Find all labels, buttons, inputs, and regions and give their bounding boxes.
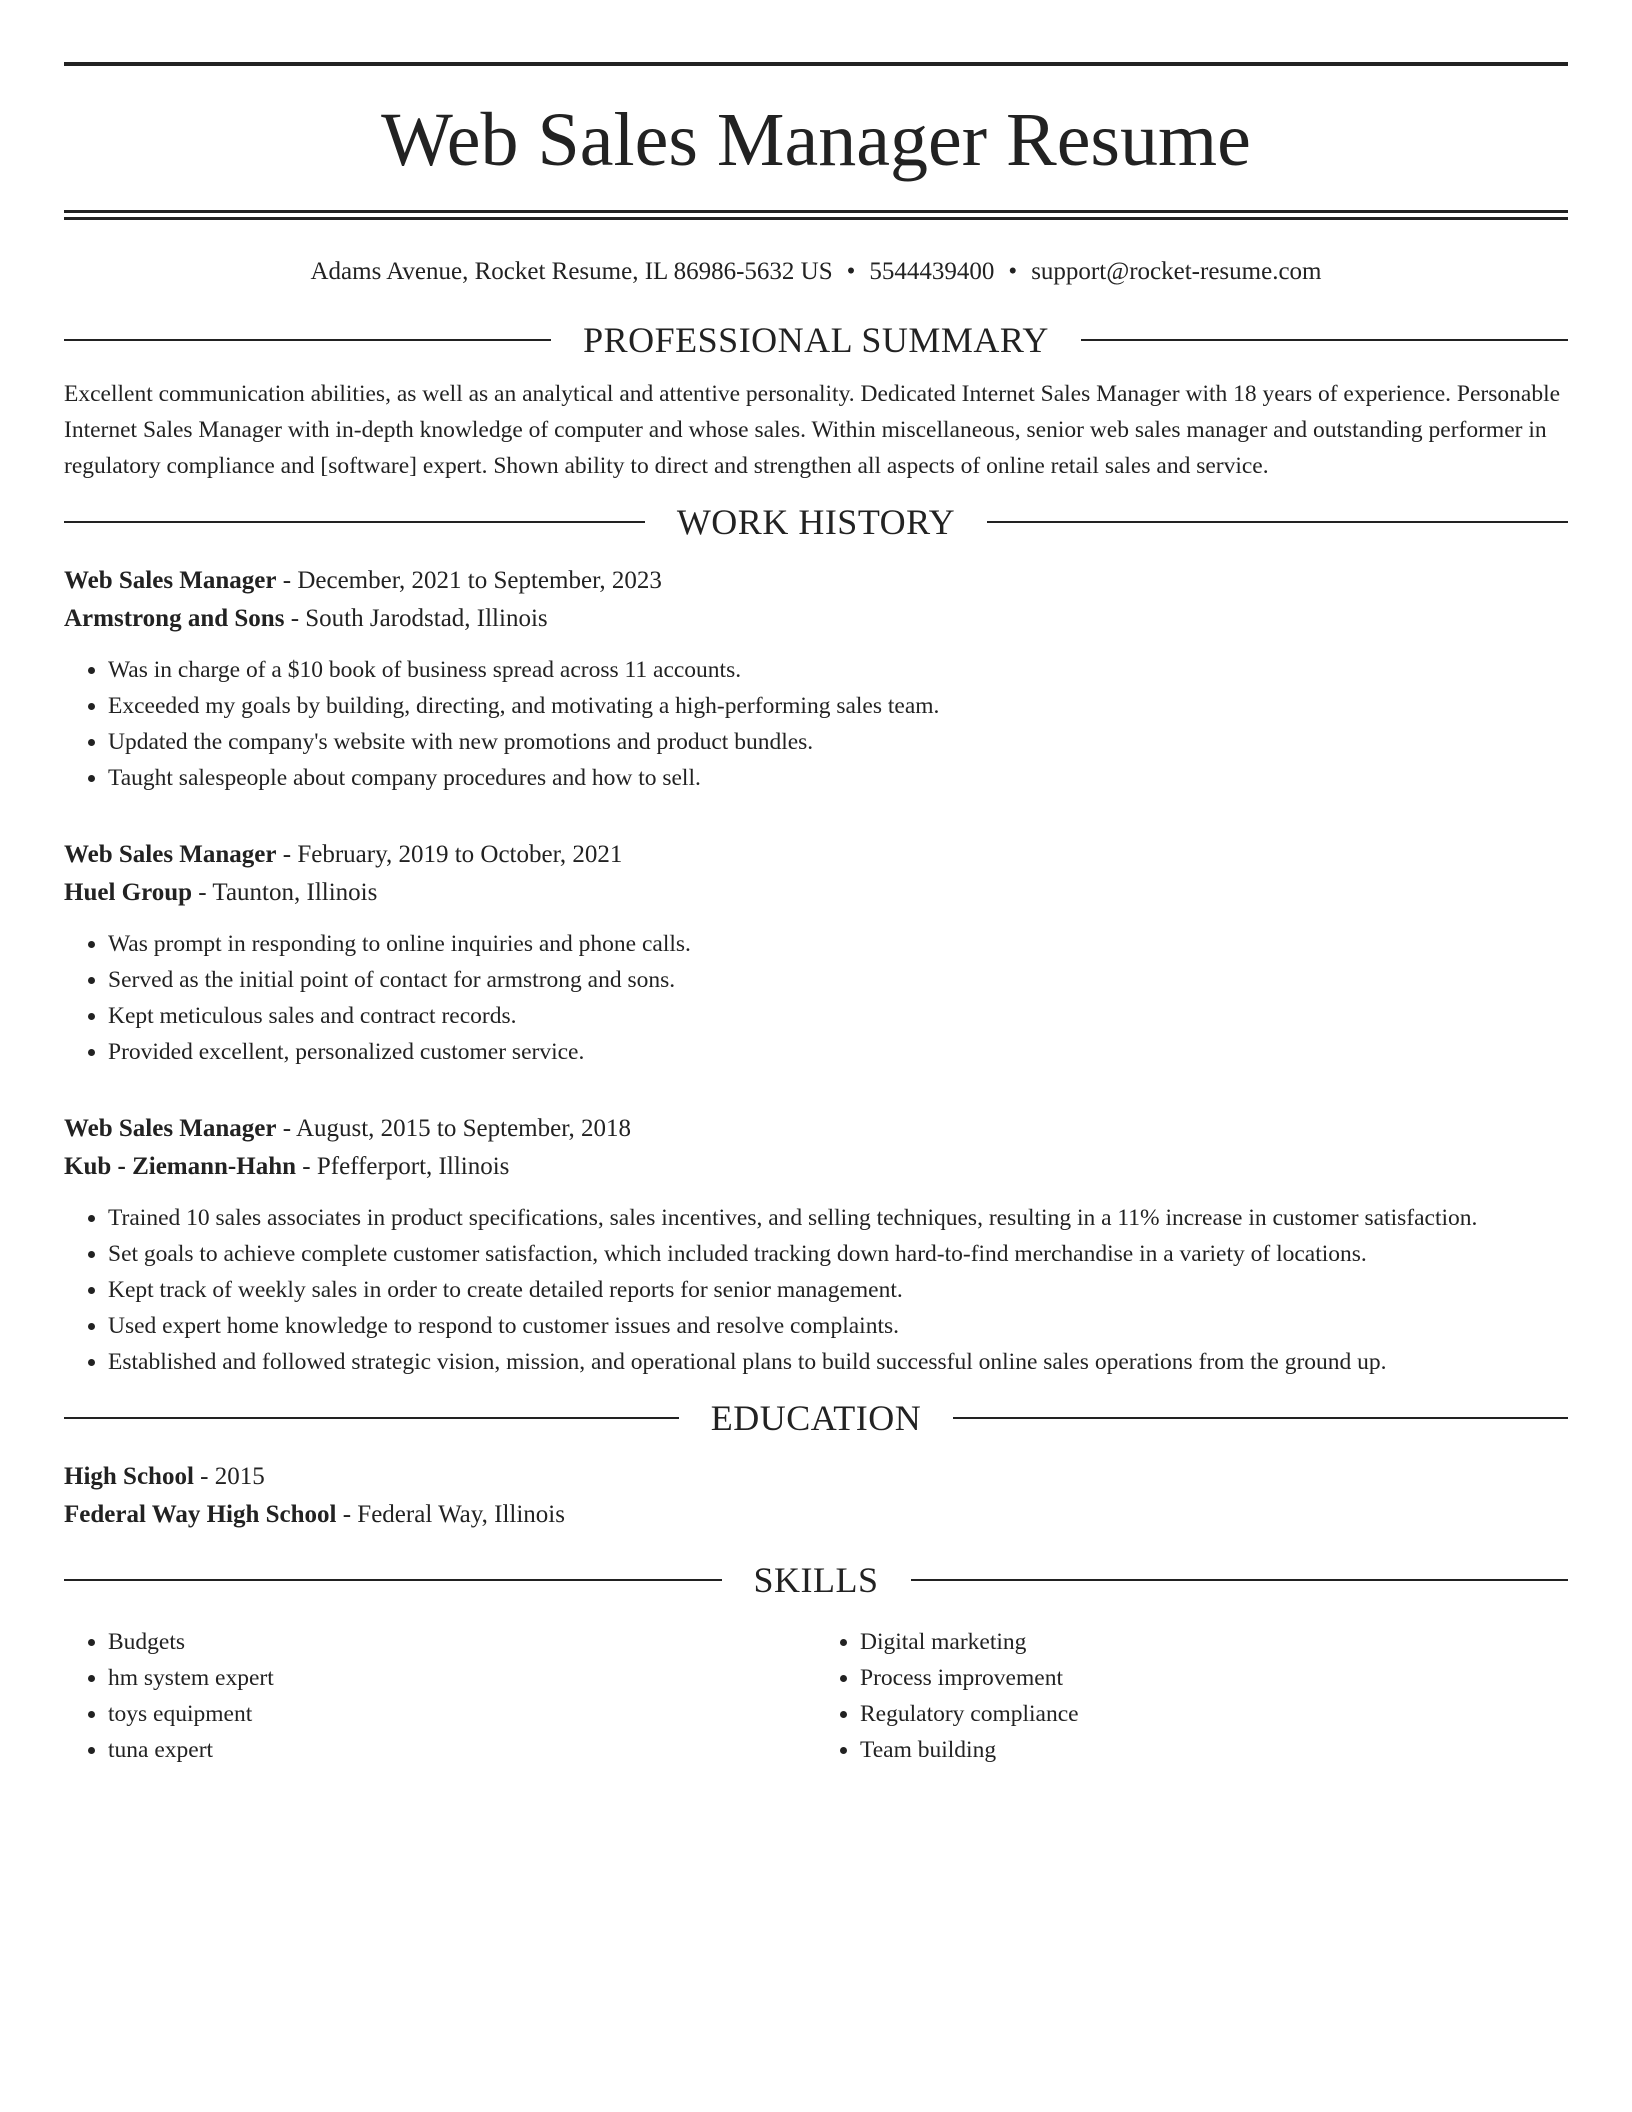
section-rule xyxy=(911,1579,1569,1581)
contact-line xyxy=(64,256,1568,288)
section-header-skills xyxy=(64,1558,1568,1602)
list-item: • Team building xyxy=(860,1732,1568,1768)
section-header-education xyxy=(64,1396,1568,1440)
job-company-line xyxy=(64,874,1568,912)
job-company-line xyxy=(64,600,1568,638)
job-entry xyxy=(64,1110,1568,1380)
skills-columns xyxy=(64,1624,1568,1768)
list-item: • tuna expert xyxy=(108,1732,816,1768)
list-item: • toys equipment xyxy=(108,1696,816,1732)
education-school: Federal Way High School xyxy=(64,1501,337,1528)
job-company-line xyxy=(64,1148,1568,1186)
section-rule xyxy=(64,1579,722,1581)
job-entry xyxy=(64,836,1568,1070)
job-title-line xyxy=(64,1110,1568,1148)
education-year: - 2015 xyxy=(193,1463,265,1490)
list-item: • Digital marketing xyxy=(860,1624,1568,1660)
job-title: Web Sales Manager xyxy=(64,1115,277,1142)
job-company: Kub - Ziemann-Hahn xyxy=(64,1153,297,1180)
section-title-summary: PROFESSIONAL SUMMARY xyxy=(583,320,1049,360)
job-company: Armstrong and Sons xyxy=(64,605,285,632)
list-item: • hm system expert xyxy=(108,1660,816,1696)
job-dates: - February, 2019 to October, 2021 xyxy=(276,841,623,868)
job-bullets xyxy=(64,652,1568,796)
section-header-work xyxy=(64,500,1568,544)
education-location: - Federal Way, Illinois xyxy=(336,1501,565,1528)
section-header-summary xyxy=(64,318,1568,362)
contact-phone: 5544439400 xyxy=(869,258,995,285)
section-rule xyxy=(64,1417,679,1419)
education-school-line xyxy=(64,1496,1568,1534)
list-item: • Budgets xyxy=(108,1624,816,1660)
list-item: • Updated the company's website with new promotions and product bundles. xyxy=(108,724,1568,760)
skills-list-left xyxy=(64,1624,816,1768)
contact-separator: • xyxy=(1008,258,1018,285)
education-degree-line xyxy=(64,1458,1568,1496)
job-company: Huel Group xyxy=(64,879,193,906)
section-rule xyxy=(953,1417,1568,1419)
education-degree: High School xyxy=(64,1463,194,1490)
job-title-line xyxy=(64,836,1568,874)
top-rule xyxy=(64,62,1568,66)
job-dates: - August, 2015 to September, 2018 xyxy=(276,1115,632,1142)
section-title-work: WORK HISTORY xyxy=(676,502,956,542)
list-item: • Established and followed strategic vision, mission, and operational plans to build successful online sales operations from the ground up. xyxy=(108,1344,1568,1380)
list-item: • Process improvement xyxy=(860,1660,1568,1696)
list-item: • Was prompt in responding to online inquiries and phone calls. xyxy=(108,926,1568,962)
list-item: • Taught salespeople about company procedures and how to sell. xyxy=(108,760,1568,796)
section-rule xyxy=(1081,339,1568,341)
list-item: • Served as the initial point of contact for armstrong and sons. xyxy=(108,962,1568,998)
section-rule xyxy=(64,521,645,523)
contact-address: Adams Avenue, Rocket Resume, IL 86986-5632 US xyxy=(310,258,833,285)
section-title-education: EDUCATION xyxy=(710,1398,922,1438)
section-rule xyxy=(64,339,551,341)
summary-text: Excellent communication abilities, as well as an analytical and attentive personality. Dedicated Internet Sales Manager with 18 years of experience. Personable Internet Sales Manager with in-depth knowledge of computer and whose sales. Within miscellaneous, senior web sales manager and outstanding performer in regulatory compliance and [software] expert. Shown ability to direct and strengthen all aspects of online retail sales and service. xyxy=(64,381,1561,479)
job-bullets xyxy=(64,926,1568,1070)
job-bullets xyxy=(64,1200,1568,1380)
job-title: Web Sales Manager xyxy=(64,567,277,594)
contact-email: support@rocket-resume.com xyxy=(1031,258,1322,285)
job-location: - South Jarodstad, Illinois xyxy=(284,605,548,632)
education-entry xyxy=(64,1458,1568,1534)
job-location: - Taunton, Illinois xyxy=(192,879,378,906)
skills-list-right xyxy=(816,1624,1568,1768)
section-title-skills: SKILLS xyxy=(753,1560,879,1600)
list-item: • Was in charge of a $10 book of business spread across 11 accounts. xyxy=(108,652,1568,688)
list-item: • Regulatory compliance xyxy=(860,1696,1568,1732)
list-item: • Used expert home knowledge to respond to customer issues and resolve complaints. xyxy=(108,1308,1568,1344)
list-item: • Provided excellent, personalized customer service. xyxy=(108,1034,1568,1070)
list-item: • Kept track of weekly sales in order to create detailed reports for senior management. xyxy=(108,1272,1568,1308)
list-item: • Trained 10 sales associates in product specifications, sales incentives, and selling techniques, resulting in a 11% increase in customer satisfaction. xyxy=(108,1200,1568,1236)
job-dates: - December, 2021 to September, 2023 xyxy=(276,567,662,594)
job-entry xyxy=(64,562,1568,796)
job-title-line xyxy=(64,562,1568,600)
list-item: • Kept meticulous sales and contract records. xyxy=(108,998,1568,1034)
section-rule xyxy=(987,521,1568,523)
list-item: • Set goals to achieve complete customer satisfaction, which included tracking down hard-to-find merchandise in a variety of locations. xyxy=(108,1236,1568,1272)
list-item: • Exceeded my goals by building, directing, and motivating a high-performing sales team. xyxy=(108,688,1568,724)
job-location: - Pfefferport, Illinois xyxy=(296,1153,510,1180)
contact-separator: • xyxy=(846,258,856,285)
title-double-rule xyxy=(64,210,1568,220)
job-title: Web Sales Manager xyxy=(64,841,277,868)
page-title: Web Sales Manager Resume xyxy=(381,98,1251,182)
